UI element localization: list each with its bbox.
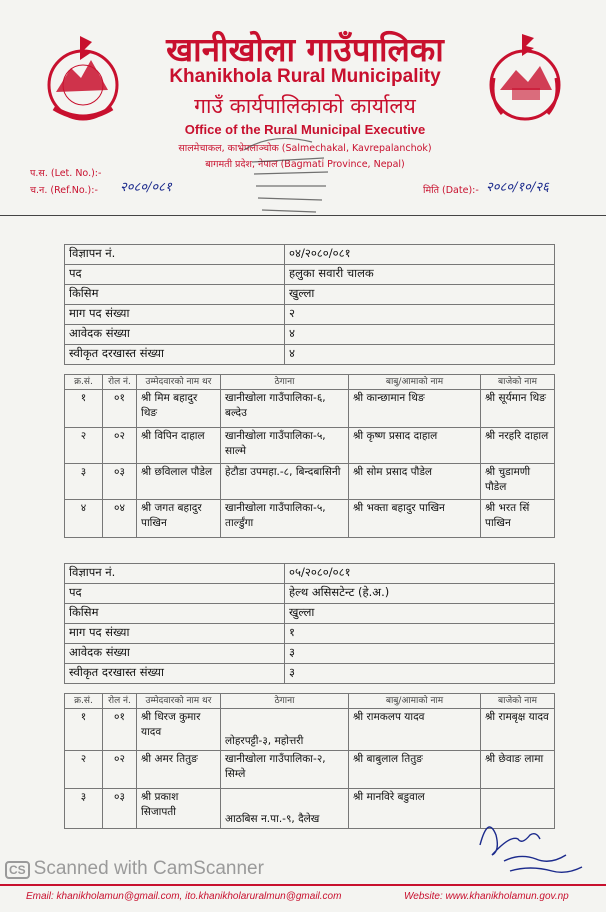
field-value: ०५/२०८०/०८१: [285, 564, 555, 584]
field-label: किसिम: [65, 604, 285, 624]
cell-parent: श्री रामकलप यादव: [349, 709, 481, 751]
col-header-roll: रोल नं.: [103, 375, 137, 390]
table-row: [65, 500, 555, 538]
cell-sn: ४: [65, 500, 103, 538]
table-row: [65, 709, 555, 751]
kv-row: [65, 325, 555, 345]
col-header-roll: रोल नं.: [103, 694, 137, 709]
cell-name: श्री धिरज कुमार यादव: [137, 709, 221, 751]
cell-grandparent: श्री छेवाङ लामा: [481, 751, 555, 789]
col-header-address: ठेगाना: [221, 694, 349, 709]
cell-parent: श्री बाबुलाल तितुङ: [349, 751, 481, 789]
footer-website: Website: www.khanikholamun.gov.np: [404, 891, 569, 902]
kv-row: [65, 604, 555, 624]
field-value: ३: [285, 644, 555, 664]
advertisement-table-2: [64, 563, 555, 684]
camscanner-logo: CS: [5, 861, 30, 879]
field-value: २: [285, 305, 555, 325]
letter-no-label: प.स. (Let. No.):-: [30, 168, 102, 179]
table-row: [65, 751, 555, 789]
field-label: स्वीकृत दरखास्त संख्या: [65, 664, 285, 684]
cell-parent: श्री कान्छामान थिङ: [349, 390, 481, 428]
cell-name: श्री मिम बहादुर थिङ: [137, 390, 221, 428]
cell-name: श्री छविलाल पौडेल: [137, 464, 221, 500]
kv-row: [65, 345, 555, 365]
cell-roll: ०४: [103, 500, 137, 538]
field-value: हलुका सवारी चालक: [285, 265, 555, 285]
address-line-1: सालमेचाकल, काभ्रेपलाञ्चोक (Salmechakal, Kavrepalanchok): [178, 143, 432, 154]
field-value: हेल्थ असिसटेन्ट (हे.अ.): [285, 584, 555, 604]
cell-roll: ०३: [103, 464, 137, 500]
date-label: मिति (Date):-: [423, 185, 479, 196]
cell-parent: श्री कृष्ण प्रसाद दाहाल: [349, 428, 481, 464]
kv-row: [65, 624, 555, 644]
cell-address: हेटौडा उपमहा.-८, बिन्दबासिनी: [221, 464, 349, 500]
field-label: स्वीकृत दरखास्त संख्या: [65, 345, 285, 365]
ref-no-value: २०८०/०८१: [120, 180, 172, 195]
field-label: आवेदक संख्या: [65, 644, 285, 664]
kv-row: [65, 584, 555, 604]
table-row: [65, 428, 555, 464]
field-label: माग पद संख्या: [65, 624, 285, 644]
field-label: विज्ञापन नं.: [65, 245, 285, 265]
municipality-name-nepali: खानीखोला गाउँपालिका: [166, 30, 444, 69]
cell-roll: ०२: [103, 428, 137, 464]
cell-sn: २: [65, 751, 103, 789]
kv-row: [65, 664, 555, 684]
advertisement-table-1-body: [64, 244, 555, 365]
cell-roll: ०२: [103, 751, 137, 789]
cell-parent: श्री सोम प्रसाद पौडेल: [349, 464, 481, 500]
cell-roll: ०१: [103, 709, 137, 751]
table-row: [65, 390, 555, 428]
field-label: किसिम: [65, 285, 285, 305]
cell-grandparent: श्री चुडामणी पौडेल: [481, 464, 555, 500]
field-label: पद: [65, 265, 285, 285]
scanner-text: Scanned with CamScanner: [33, 858, 264, 879]
candidate-table-1: [64, 374, 555, 538]
cell-sn: २: [65, 428, 103, 464]
field-label: माग पद संख्या: [65, 305, 285, 325]
col-header-parent: बाबु/आमाको नाम: [349, 694, 481, 709]
field-value: ४: [285, 345, 555, 365]
cell-grandparent: श्री नरहरि दाहाल: [481, 428, 555, 464]
field-value: १: [285, 624, 555, 644]
cell-name: श्री जगत बहादुर पाखिन: [137, 500, 221, 538]
ref-no-label: च.न. (Ref.No.):-: [30, 185, 98, 196]
field-value: ०४/२०८०/०८१: [285, 245, 555, 265]
col-header-sn: क्र.सं.: [65, 694, 103, 709]
cell-address: आठबिस न.पा.-९, दैलेख: [221, 789, 349, 829]
cell-address: खानीखोला गाउँपालिका-५, साल्मे: [221, 428, 349, 464]
cell-sn: १: [65, 390, 103, 428]
address-line-2: बागमती प्रदेश, नेपाल (Bagmati Province, Nepal): [205, 159, 405, 170]
footer: [0, 884, 606, 912]
cell-roll: ०१: [103, 390, 137, 428]
col-header-grandparent: बाजेको नाम: [481, 694, 555, 709]
kv-row: [65, 305, 555, 325]
table-row: [65, 464, 555, 500]
kv-row: [65, 265, 555, 285]
field-label: विज्ञापन नं.: [65, 564, 285, 584]
kv-row: [65, 644, 555, 664]
field-label: पद: [65, 584, 285, 604]
date-value: २०८०/१०/२६: [486, 180, 549, 195]
cell-roll: ०३: [103, 789, 137, 829]
field-value: खुल्ला: [285, 604, 555, 624]
cell-sn: ३: [65, 789, 103, 829]
candidate-header-row: [65, 694, 555, 709]
office-name-english: Office of the Rural Municipal Executive: [184, 122, 426, 137]
field-value: खुल्ला: [285, 285, 555, 305]
cell-address: खानीखोला गाउँपालिका-६, बल्देउ: [221, 390, 349, 428]
cell-parent: श्री भक्ता बहादुर पाखिन: [349, 500, 481, 538]
kv-row: [65, 564, 555, 584]
cell-parent: श्री मानविरे बडुवाल: [349, 789, 481, 829]
field-value: ४: [285, 325, 555, 345]
cell-name: श्री विपिन दाहाल: [137, 428, 221, 464]
cell-grandparent: श्री सूर्यमान थिङ: [481, 390, 555, 428]
kv-row: [65, 285, 555, 305]
col-header-grandparent: बाजेको नाम: [481, 375, 555, 390]
field-label: आवेदक संख्या: [65, 325, 285, 345]
officer-signature: [470, 805, 590, 880]
kv-row: [65, 245, 555, 265]
office-stamp: [232, 128, 342, 233]
cell-name: श्री प्रकाश सिजापती: [137, 789, 221, 829]
header-divider: [0, 215, 606, 216]
col-header-name: उम्मेदवारको नाम थर: [137, 375, 221, 390]
candidate-header-row: [65, 375, 555, 390]
cell-sn: १: [65, 709, 103, 751]
cell-address: खानीखोला गाउँपालिका-२, सिम्ले: [221, 751, 349, 789]
cell-address: खानीखोला गाउँपालिका-५, तार्ल्डुंगा: [221, 500, 349, 538]
scanner-watermark: [5, 858, 264, 880]
cell-grandparent: श्री भरत सिं पाखिन: [481, 500, 555, 538]
footer-email: Email: khanikholamun@gmail.com, ito.khanikholaruralmun@gmail.com: [26, 891, 342, 902]
col-header-parent: बाबु/आमाको नाम: [349, 375, 481, 390]
col-header-address: ठेगाना: [221, 375, 349, 390]
cell-sn: ३: [65, 464, 103, 500]
cell-address: लोहरपट्टी-३, महोत्तरी: [221, 709, 349, 751]
cell-name: श्री अमर तितुङ: [137, 751, 221, 789]
col-header-sn: क्र.सं.: [65, 375, 103, 390]
cell-grandparent: श्री रामबृक्ष यादव: [481, 709, 555, 751]
field-value: ३: [285, 664, 555, 684]
office-name-nepali: गाउँ कार्यपालिकाको कार्यालय: [194, 94, 416, 118]
municipality-name-english: Khanikhola Rural Municipality: [169, 66, 441, 87]
col-header-name: उम्मेदवारको नाम थर: [137, 694, 221, 709]
